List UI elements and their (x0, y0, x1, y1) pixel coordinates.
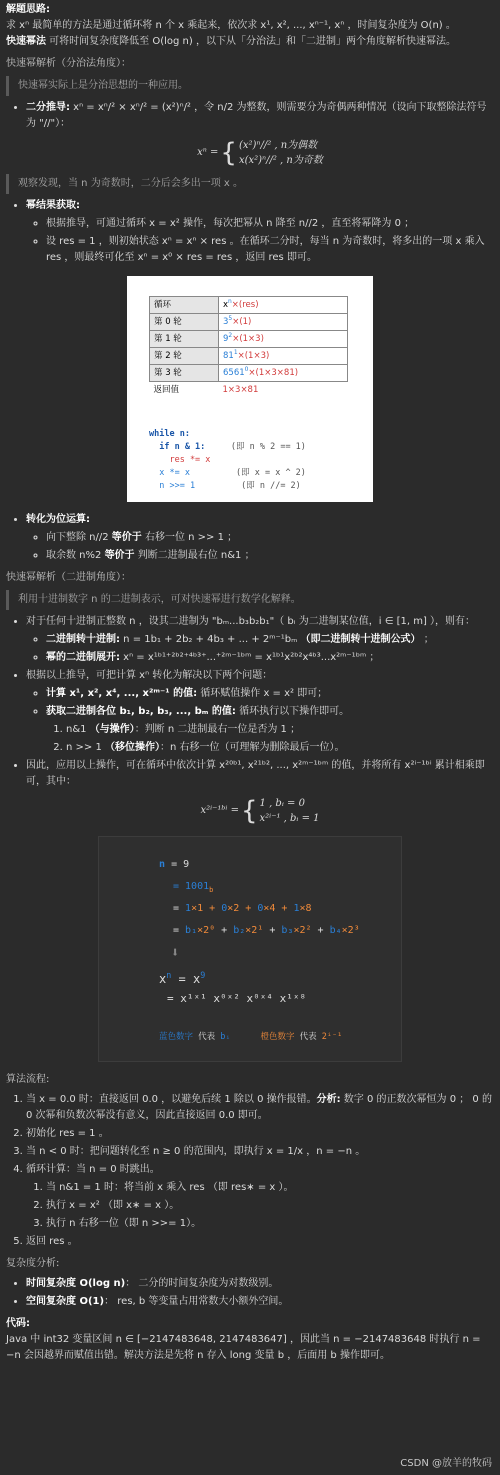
equation-binary: x²ⁱ⁻¹ᵇⁱ = { 1 , bᵢ = 0 x²ⁱ⁻¹ , bᵢ = 1 (200, 796, 320, 826)
code-note: Java 中 int32 变量区间 n ∈ [−2147483648, 2147483647] ，因此当 n = −2147483648 时执行 n = −n 会因越界而赋值出错。解决方法是先将 n 存入 long 变量 b ，后面用 b 操作即可。 (6, 1334, 481, 1361)
list-item: 4. 循环计算：当 n = 0 时跳出。 1. 当 n&1 = 1 时：将当前 x 乘入 res （即 res∗ = x ）。 2. 执行 x = x² （即 x∗ = x ）。 3. 执行 n 右移一位（即 n >>= 1）。 (26, 1162, 494, 1232)
brace-icon: { (240, 796, 258, 826)
table-row: 第 3 轮 $6561^0\times(1\times 3\times 81)$ (150, 365, 348, 382)
quote-binary: 利用十进制数字 n 的二进制表示，可对快速幂进行数学化解释。 (6, 590, 494, 610)
list-item: ◦ 二进制转十进制: n = 1b₁ + 2b₂ + 4b₃ + ... + 2ᵐ⁻¹bₘ （即二进制转十进制公式） ； (46, 632, 494, 648)
fig2-line-binary: = $1001_b$ (173, 881, 214, 894)
list-item: • 空间复杂度 O(1)： res, b 等变量占用常数大小额外空间。 (26, 1294, 494, 1310)
list-item: ◦ 幂的二进制展开: xⁿ = x¹ᵇ¹⁺²ᵇ²⁺⁴ᵇ³⁺...⁺²ᵐ⁻¹ᵇᵐ = x¹ᵇ¹x²ᵇ²x⁴ᵇ³...x²ᵐ⁻¹ᵇᵐ ； (46, 650, 494, 666)
table-header: $x^n\times(res)$ (219, 297, 348, 314)
intro-fast-power: 快速幂法 可将时间复杂度降低至 O(log n) ，以下从「分治法」和「二进制」两个角度解析快速幂法。 (6, 36, 456, 47)
list-item: • 对于任何十进制正整数 n ，设其二进制为 "bₘ...b₃b₂b₁"（ bᵢ 为二进制某位值，i ∈ [1, m] ），则有： ◦ 二进制转十进制: n = 1b₁ + 2b₂ + 4b₃ + ... + 2ᵐ⁻¹bₘ （即二进制转十进制公式） ； ◦ 幂的二进制展开: xⁿ = x¹ᵇ¹⁺²ᵇ²⁺⁴ᵇ³⁺...⁺²ᵐ⁻¹ᵇᵐ = x¹ᵇ¹x²ᵇ²x⁴ᵇ³...x²ᵐ⁻¹ᵇᵐ ； (26, 614, 494, 666)
binary-figure (98, 836, 402, 1062)
loop-figure (127, 276, 373, 502)
list-item: 1. n&1 （与操作）：判断 n 二进制最右一位是否为 1 ； (66, 722, 494, 738)
table-row: 返回值 1×3×81 (153, 385, 259, 395)
quote-divide: 快速幂实际上是分治思想的一种应用。 (6, 76, 494, 96)
list-item: 2. 初始化 res = 1 。 (26, 1126, 494, 1142)
algorithm-list (6, 1092, 494, 1250)
fig2-line-general: = b₁×2⁰ + b₂×2¹ + b₃×2² + b₄×2³ (173, 925, 360, 936)
table-row (150, 297, 348, 314)
list-item: 3. 当 n < 0 时：把问题转化至 n ≥ 0 的范围内，即执行 x = 1/x ，n = −n 。 (26, 1144, 494, 1160)
list-item: • 时间复杂度 O(log n)： 二分的时间复杂度为对数级别。 (26, 1276, 494, 1292)
loop-table (149, 296, 348, 398)
table-row: 第 2 轮 $81^1\times(1\times 3)$ (150, 348, 348, 365)
list-item: ◦ 设 res = 1 ，则初始状态 xⁿ = xⁿ × res 。在循环二分时，每当 n 为奇数时，将多出的一项 x 乘入 res ，则最终可化至 xⁿ = x⁰ × res = res ，返回 res 即可。 (46, 234, 494, 266)
list-item: • 二分推导: xⁿ = xⁿ/² × xⁿ/² = (x²)ⁿ/² ，令 n/2 为整数，则需要分为奇偶两种情况（设向下取整除法符号为 "//"）： xⁿ = { (x²)ⁿ//² , n为偶数 x(x²)ⁿ//² , n为奇数 (26, 100, 494, 168)
list-item: • 转化为位运算: ◦ 向下整除 n//2 等价于 右移一位 n >> 1 ； ◦ 取余数 n%2 等价于 判断二进制最右位 n&1 ； (26, 512, 494, 564)
section-complexity-title: 复杂度分析: (6, 1258, 60, 1269)
divide-list (6, 100, 494, 168)
section-code-title: 代码: (6, 1318, 30, 1329)
list-item: • 根据以上推导，可把计算 xⁿ 转化为解决以下两个问题： ◦ 计算 x¹, x², x⁴, ..., x²ᵐ⁻¹ 的值: 循环赋值操作 x = x² 即可； ◦ 获取二进制各位 b₁, b₂, b₃, ..., bₘ 的值: 循环执行以下操作即可。 1. n&1 （与操作）：判断 n 二进制最右一位是否为 1 ； 2. n >> 1 （移位操作）：n 右移一位（可理解为删除最后一位）。 (26, 668, 494, 756)
list-item: • 幂结果获取: ◦ 根据推导，可通过循环 x = x² 操作，每次把幂从 n 降至 n//2 ，直至将幂降为 0 ； ◦ 设 res = 1 ，则初始状态 xⁿ = xⁿ × res 。在循环二分时，每当 n 为奇数时，将多出的一项 x 乘入 res ，则最终可化至 xⁿ = x⁰ × res = res ，返回 res 即可。 (26, 198, 494, 266)
section-binary-title: 快速幂解析（二进制角度）： (6, 572, 131, 583)
list-item: ◦ 获取二进制各位 b₁, b₂, b₃, ..., bₘ 的值: 循环执行以下操作即可。 1. n&1 （与操作）：判断 n 二进制最右一位是否为 1 ； 2. n >> 1 （移位操作）：n 右移一位（可理解为删除最后一位）。 (46, 704, 494, 756)
table-header: 循环 (150, 297, 219, 314)
equation-divide: xⁿ = { (x²)ⁿ//² , n为偶数 x(x²)ⁿ//² , n为奇数 (197, 138, 323, 168)
fig2-line-n: n = 9 (159, 859, 190, 870)
list-item: ◦ 向下整除 n//2 等价于 右移一位 n >> 1 ； (46, 530, 494, 546)
table-row: 第 1 轮 $9^2\times(1\times 3)$ (150, 331, 348, 348)
list-item: 2. n >> 1 （移位操作）：n 右移一位（可理解为删除最后一位）。 (66, 740, 494, 756)
table-row: 第 0 轮 $3^5\times(1)$ (150, 314, 348, 331)
bitop-list (6, 512, 494, 564)
section-divide-title: 快速幂解析（分治法角度）： (6, 58, 131, 69)
list-item: 5. 返回 res 。 (26, 1234, 494, 1250)
arrow-down-icon: ⬇ (171, 945, 180, 961)
list-item: 2. 执行 x = x² （即 x∗ = x ）。 (46, 1198, 494, 1214)
fig2-line-expand: = 1×1 + 0×2 + 0×4 + 1×8 (173, 903, 312, 914)
list-item: 1. 当 n&1 = 1 时：将当前 x 乘入 res （即 res∗ = x ）。 (46, 1180, 494, 1196)
list-item: ◦ 根据推导，可通过循环 x = x² 操作，每次把幂从 n 降至 n//2 ，直至将幂降为 0 ； (46, 216, 494, 232)
intro-text: 解题思路: 求 xⁿ 最简单的方法是通过循环将 n 个 x 乘起来，依次求 x¹, x², ..., xⁿ⁻¹, xⁿ ，时间复杂度为 O(n) 。 (6, 4, 456, 31)
csdn-watermark: CSDN @放羊的牧码 (400, 1458, 492, 1469)
complexity-list (6, 1276, 494, 1310)
list-item: 3. 执行 n 右移一位（即 n >>= 1）。 (46, 1216, 494, 1232)
list-item: ◦ 计算 x¹, x², x⁴, ..., x²ᵐ⁻¹ 的值: 循环赋值操作 x = x² 即可； (46, 686, 494, 702)
binary-list (6, 614, 494, 826)
section-algorithm-title: 算法流程: (6, 1074, 50, 1085)
brace-icon: { (220, 138, 237, 168)
fig2-legend: 蓝色数字 代表 bᵢ 橙色数字 代表 2ⁱ⁻¹ (159, 1032, 343, 1042)
fig2-line-power: $x^n = x^9$ (159, 970, 206, 986)
quote-odd: 观察发现，当 n 为奇数时，二分后会多出一项 x 。 (6, 174, 494, 194)
code-block: while n: if n & 1: (即 n % 2 == 1) res *= x x *= x (即 x = x ^ 2) n >>= 1 (即 n //= 2) (149, 429, 306, 491)
list-item: ◦ 取余数 n%2 等价于 判断二进制最右位 n&1 ； (46, 548, 494, 564)
list-item: • 因此，应用以上操作，可在循环中依次计算 x²⁰ᵇ¹, x²¹ᵇ², ..., x²ᵐ⁻¹ᵇᵐ 的值，并将所有 x²ⁱ⁻¹ᵇⁱ 累计相乘即可，其中： x²ⁱ⁻¹ᵇⁱ = { 1 , bᵢ = 0 x²ⁱ⁻¹ , bᵢ = 1 (26, 758, 494, 826)
list-item: 1. 当 x = 0.0 时：直接返回 0.0 ，以避免后续 1 除以 0 操作报错。分析: 数字 0 的正数次幂恒为 0 ； 0 的 0 次幂和负数次幂没有意义，因此直接返回 0.0 即可。 (26, 1092, 494, 1124)
fig2-line-product: = x¹ˣ¹ x⁰ˣ² x⁰ˣ⁴ x¹ˣ⁸ (167, 992, 307, 1005)
result-list (6, 198, 494, 266)
